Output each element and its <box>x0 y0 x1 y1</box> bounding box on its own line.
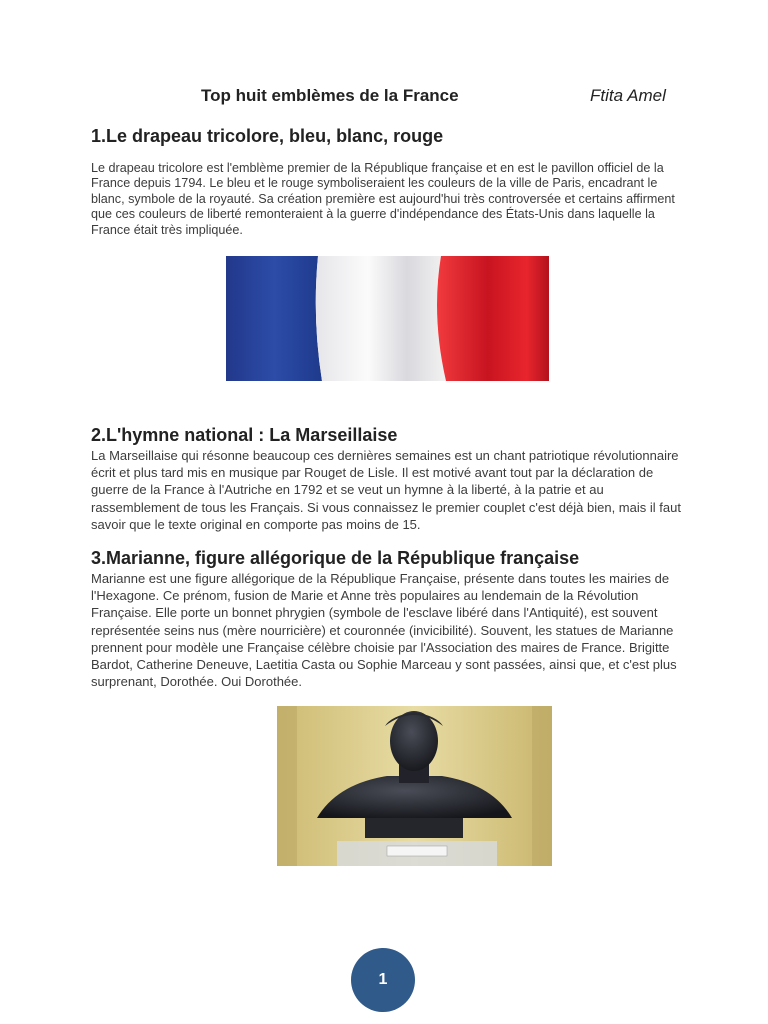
section-heading-anthem: 2.L'hymne national : La Marseillaise <box>91 425 398 445</box>
french-flag-image <box>226 256 549 381</box>
page-number-badge: 1 <box>351 948 415 1012</box>
marianne-bust-image <box>277 706 552 866</box>
section-heading-marianne: 3.Marianne, figure allégorique de la République française <box>91 548 580 568</box>
section-text-marianne: Marianne est une figure allégorique de la République Française, présente dans toutes les mairies de l'Hexagone. Ce prénom, fusion de Marie et Anne très populaires au lendemain de la Révolution Française. Elle porte un bonnet phrygien (symbole de l'esclave libéré dans l'Antiquité), est souvent représentée seins nus (mère nourricière) et couronnée (invicibilité). Souvent, les statues de Marianne prennent pour modèle une Française célèbre choisie par l'Association des maires de France. Brigitte Bardot, Catherine Deneuve, Laetitia Casta ou Sophie Marceau y sont passées, ainsi que, et c'est plus surprenant, Dorothée. Oui Dorothée. <box>91 571 677 690</box>
section-heading-flag: 1.Le drapeau tricolore, bleu, blanc, rouge <box>91 126 444 146</box>
page-title: Top huit emblèmes de la France <box>201 86 459 105</box>
section-text-flag: Le drapeau tricolore est l'emblème premier de la République française et en est le pavillon officiel de la France depuis 1794. Le bleu et le rouge symboliseraient les couleurs de la ville de Paris, encadrant le blanc, symbole de la royauté. Sa création première est aujourd'hui très controversée et certains affirment que ces couleurs de liberté remonteraient à la guerre d'indépendance des États-Unis dans laquelle la France était très impliquée. <box>91 161 675 237</box>
section-text-anthem: La Marseillaise qui résonne beaucoup ces dernières semaines est un chant patriotique révolutionnaire écrit et plus tard mis en musique par Rouget de Lisle. Il est motivé avant tout par la déclaration de guerre de la France à l'Autriche en 1792 et se veut un hymne à la liberté, à la patrie et au rassemblement de tous les Français. Si vous connaissez le premier couplet c'est déjà bien, mais il faut savoir que le texte original en comporte pas moins de 15. <box>91 448 681 532</box>
author-name: Ftita Amel <box>590 86 666 105</box>
